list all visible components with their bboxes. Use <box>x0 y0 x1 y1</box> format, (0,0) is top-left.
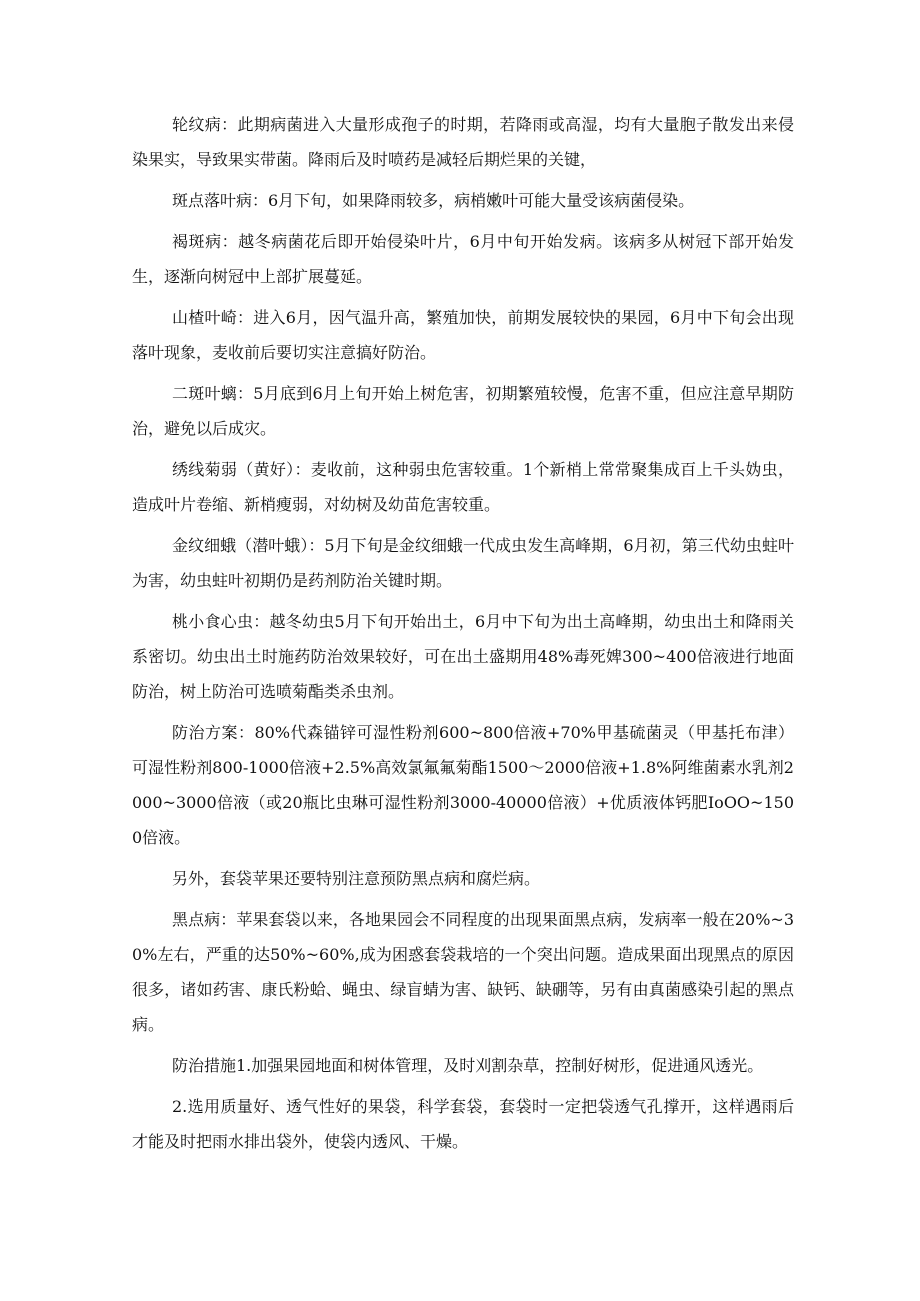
paragraph-ring-rot: 轮纹病：此期病菌进入大量形成孢子的时期，若降雨或高湿，均有大量胞子散发出来侵染果实，导致果实带菌。降雨后及时喷药是减轻后期烂果的关键， <box>132 115 794 169</box>
paragraph-measure-2: 2.选用质量好、透气性好的果袋，科学套袋，套袋时一定把袋透气孔撑开，这样遇雨后才能及时把雨水排出袋外，使袋内透风、干燥。 <box>132 1097 794 1151</box>
paragraph-leaf-miner: 金纹细蛾（潜叶蛾）：5月下旬是金纹细蛾一代成虫发生高峰期，6月初，第三代幼虫蛀叶为害，幼虫蛀叶初期仍是药剂防治关键时期。 <box>132 536 794 590</box>
document-body <box>132 107 794 1165</box>
paragraph-black-spot: 黑点病：苹果套袋以来，各地果园会不同程度的出现果面黑点病，发病率一般在20%~30%左右，严重的达50%~60%,成为困惑套袋栽培的一个突出问题。造成果面出现黑点的原因很多，诸如药害、康氏粉蛤、蝇虫、绿盲蜻为害、缺钙、缺硼等，另有由真菌感染引起的黑点病。 <box>132 910 794 1034</box>
paragraph-brown-spot: 褐斑病：越冬病菌花后即开始侵染叶片，6月中旬开始发病。该病多从树冠下部开始发生，逐渐向树冠中上部扩展蔓延。 <box>132 232 794 286</box>
paragraph-control-plan: 防治方案：80%代森锚锌可湿性粉剂600~800倍液+70%甲基硫菌灵（甲基托布津）可湿性粉剂800-1000倍液+2.5%高效氯氟氟菊酯1500～2000倍液+1.8%阿维菌素水乳剂2000~3000倍液（或20瓶比虫琳可湿性粉剂3000-40000倍液）+优质液体钙肥IoOO~1500倍液。 <box>132 723 794 847</box>
paragraph-leaf-spot: 斑点落叶病：6月下旬，如果降雨较多，病梢嫩叶可能大量受该病菌侵染。 <box>172 191 695 210</box>
paragraph-measure-1: 防治措施1.加强果园地面和树体管理，及时刈割杂草，控制好树形，促进通风透光。 <box>172 1056 764 1075</box>
paragraph-two-spotted-mite: 二斑叶螭：5月底到6月上旬开始上树危害，初期繁殖较慢，危害不重，但应注意早期防治，避免以后成灾。 <box>132 384 794 438</box>
paragraph-hawthorn-mite: 山楂叶崎：进入6月，因气温升高，繁殖加快，前期发展较快的果园，6月中下旬会出现落叶现象，麦收前后要切实注意搞好防治。 <box>132 308 794 362</box>
paragraph-aphid: 绣线菊弱（黄好）：麦收前，这种弱虫危害较重。1个新梢上常常聚集成百上千头妫虫，造成叶片卷缩、新梢瘦弱，对幼树及幼苗危害较重。 <box>132 460 794 514</box>
paragraph-bagged-apple-note: 另外，套袋苹果还要特别注意预防黑点病和腐烂病。 <box>172 869 541 888</box>
paragraph-peach-fruit-moth: 桃小食心虫：越冬幼虫5月下旬开始出土，6月中下旬为出土高峰期，幼虫出土和降雨关系密切。幼虫出土时施药防治效果较好，可在出土盛期用48%毒死婢300~400倍液进行地面防治，树上防治可选喷菊酯类杀虫剂。 <box>132 612 794 701</box>
